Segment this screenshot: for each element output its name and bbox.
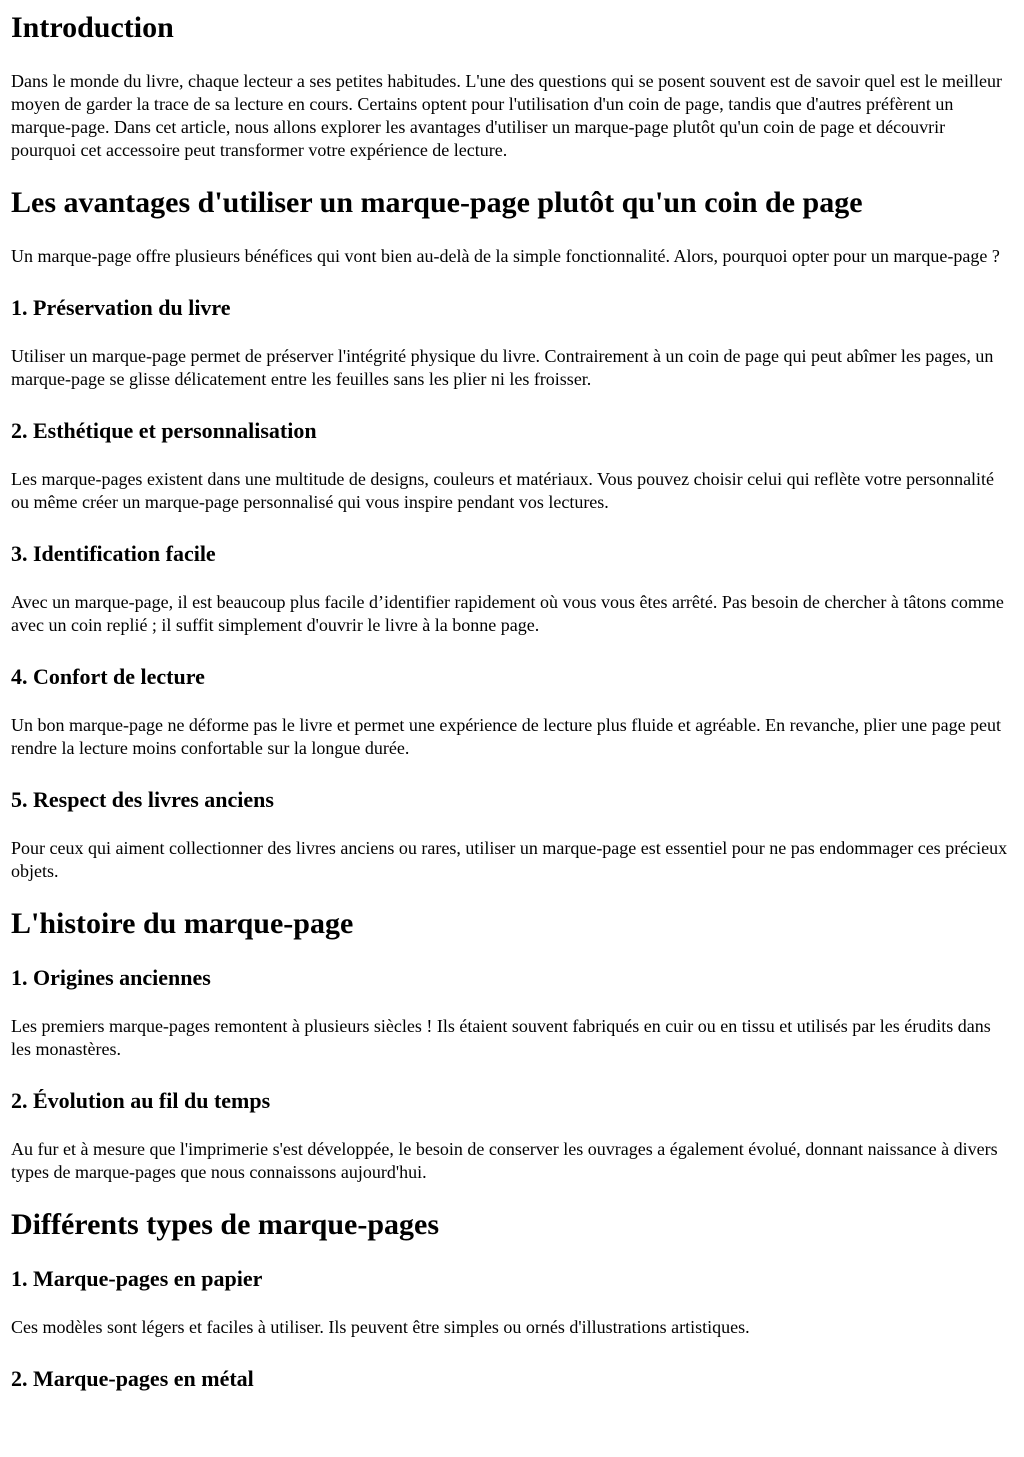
heading-histoire: L'histoire du marque-page [11, 907, 354, 940]
subheading-evolution: 2. Évolution au fil du temps [11, 1088, 271, 1113]
heading-types: Différents types de marque-pages [11, 1208, 440, 1241]
paragraph-confort: Un bon marque-page ne déforme pas le livre et permet une expérience de lecture plus fluide et agréable. En revanche, plier une page peut rendre la lecture moins confortable sur la longue durée. [11, 715, 1002, 758]
paragraph-introduction: Dans le monde du livre, chaque lecteur a ses petites habitudes. L'une des questions qui se posent souvent est de savoir quel est le meilleur moyen de garder la trace de sa lecture en cours. Certains optent pour l'utilisation d'un coin de page, tandis que d'autres préfèrent un marque-page. Dans cet article, nous allons explorer les avantages d'utiliser un marque-page plutôt qu'un coin de page et découvrir pourquoi cet accessoire peut transformer votre expérience de lecture. [11, 71, 1002, 160]
article [0, 11, 1024, 1392]
paragraph-avantages: Un marque-page offre plusieurs bénéfices qui vont bien au-delà de la simple fonctionnalité. Alors, pourquoi opter pour un marque-page ? [11, 246, 1000, 266]
paragraph-respect: Pour ceux qui aiment collectionner des livres anciens ou rares, utiliser un marque-page est essentiel pour ne pas endommager ces précieux objets. [11, 838, 1008, 881]
subheading-confort: 4. Confort de lecture [11, 664, 205, 689]
paragraph-identification: Avec un marque-page, il est beaucoup plus facile d’identifier rapidement où vous vous êtes arrêté. Pas besoin de chercher à tâtons comme avec un coin replié ; il suffit simplement d'ouvrir le livre à la bonne page. [11, 592, 1004, 635]
subheading-preservation: 1. Préservation du livre [11, 295, 231, 320]
paragraph-evolution: Au fur et à mesure que l'imprimerie s'est développée, le besoin de conserver les ouvrages a également évolué, donnant naissance à divers types de marque-pages que nous connaissons aujourd'hui. [11, 1139, 998, 1182]
subheading-respect: 5. Respect des livres anciens [11, 787, 274, 812]
heading-introduction: Introduction [11, 11, 174, 44]
subheading-identification: 3. Identification facile [11, 541, 216, 566]
paragraph-preservation: Utiliser un marque-page permet de préserver l'intégrité physique du livre. Contrairement à un coin de page qui peut abîmer les pages, un marque-page se glisse délicatement entre les feuilles sans les plier ni les froisser. [11, 346, 994, 389]
paragraph-esthetique: Les marque-pages existent dans une multitude de designs, couleurs et matériaux. Vous pouvez choisir celui qui reflète votre personnalité ou même créer un marque-page personnalisé qui vous inspire pendant vos lectures. [11, 469, 995, 512]
paragraph-papier: Ces modèles sont légers et faciles à utiliser. Ils peuvent être simples ou ornés d'illustrations artistiques. [11, 1317, 750, 1337]
subheading-esthetique: 2. Esthétique et personnalisation [11, 418, 317, 443]
paragraph-origines: Les premiers marque-pages remontent à plusieurs siècles ! Ils étaient souvent fabriqués en cuir ou en tissu et utilisés par les érudits dans les monastères. [11, 1016, 991, 1059]
subheading-metal: 2. Marque-pages en métal [11, 1366, 254, 1391]
subheading-origines: 1. Origines anciennes [11, 965, 211, 990]
heading-avantages: Les avantages d'utiliser un marque-page plutôt qu'un coin de page [11, 186, 863, 219]
subheading-papier: 1. Marque-pages en papier [11, 1266, 263, 1291]
